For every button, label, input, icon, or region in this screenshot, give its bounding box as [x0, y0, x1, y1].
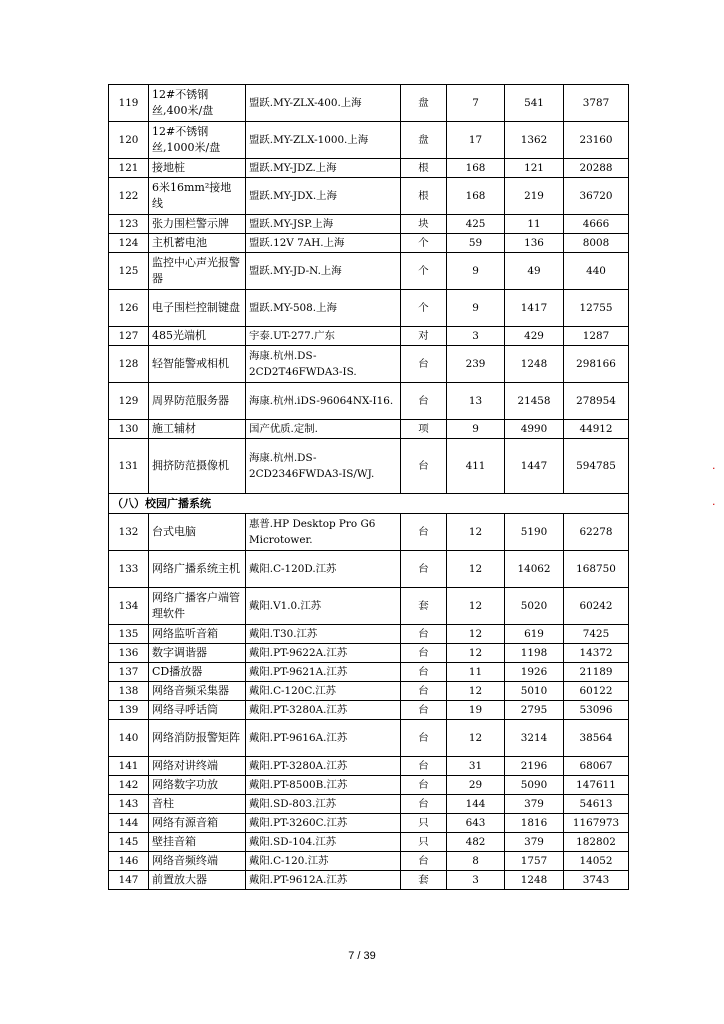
item-quantity: 12 — [447, 625, 505, 644]
item-quantity: 12 — [447, 588, 505, 625]
item-unit-price: 379 — [505, 795, 564, 814]
item-unit: 台 — [401, 682, 447, 701]
item-unit: 只 — [401, 814, 447, 833]
item-name: 接地桩 — [149, 159, 246, 178]
row-number: 120 — [109, 122, 149, 159]
item-unit: 盘 — [401, 85, 447, 122]
equipment-table — [108, 84, 629, 890]
item-name: CD播放器 — [149, 663, 246, 682]
row-number: 121 — [109, 159, 149, 178]
item-unit: 台 — [401, 625, 447, 644]
item-name: 网络监听音箱 — [149, 625, 246, 644]
item-unit-price: 429 — [505, 327, 564, 346]
item-name: 台式电脑 — [149, 514, 246, 551]
item-unit-price: 1757 — [505, 852, 564, 871]
item-brand-model: 戴阳.T30.江苏 — [246, 625, 401, 644]
item-total: 1287 — [564, 327, 629, 346]
item-quantity: 144 — [447, 795, 505, 814]
item-quantity: 168 — [447, 178, 505, 215]
item-unit: 台 — [401, 439, 447, 494]
item-quantity: 239 — [447, 346, 505, 383]
item-total: 147611 — [564, 776, 629, 795]
item-name: 网络消防报警矩阵 — [149, 720, 246, 757]
item-name: 网络音频采集器 — [149, 682, 246, 701]
item-unit: 块 — [401, 215, 447, 234]
row-number: 142 — [109, 776, 149, 795]
item-name: 485光端机 — [149, 327, 246, 346]
item-total: 68067 — [564, 757, 629, 776]
item-name: 网络音频终端 — [149, 852, 246, 871]
item-name: 电子围栏控制键盘 — [149, 290, 246, 327]
item-quantity: 11 — [447, 663, 505, 682]
item-unit-price: 619 — [505, 625, 564, 644]
item-total: 62278 — [564, 514, 629, 551]
item-quantity: 9 — [447, 253, 505, 290]
margin-mark: · — [712, 498, 716, 511]
item-quantity: 19 — [447, 701, 505, 720]
item-unit-price: 5090 — [505, 776, 564, 795]
table-row — [109, 215, 629, 234]
item-quantity: 29 — [447, 776, 505, 795]
row-number: 126 — [109, 290, 149, 327]
item-unit: 台 — [401, 701, 447, 720]
item-unit: 根 — [401, 159, 447, 178]
item-name: 监控中心声光报警器 — [149, 253, 246, 290]
item-total: 44912 — [564, 420, 629, 439]
item-unit-price: 11 — [505, 215, 564, 234]
item-total: 3787 — [564, 85, 629, 122]
item-total: 440 — [564, 253, 629, 290]
item-name: 施工辅材 — [149, 420, 246, 439]
item-brand-model: 戴阳.PT-9622A.江苏 — [246, 644, 401, 663]
item-unit: 套 — [401, 871, 447, 890]
row-number: 122 — [109, 178, 149, 215]
item-name: 12#不锈钢丝,400米/盘 — [149, 85, 246, 122]
table-row — [109, 327, 629, 346]
row-number: 127 — [109, 327, 149, 346]
item-unit: 台 — [401, 383, 447, 420]
item-brand-model: 戴阳.C-120D.江苏 — [246, 551, 401, 588]
item-brand-model: 盟跃.MY-508.上海 — [246, 290, 401, 327]
table-row — [109, 682, 629, 701]
item-unit-price: 136 — [505, 234, 564, 253]
item-name: 壁挂音箱 — [149, 833, 246, 852]
item-quantity: 9 — [447, 290, 505, 327]
row-number: 119 — [109, 85, 149, 122]
item-brand-model: 戴阳.SD-104.江苏 — [246, 833, 401, 852]
table-row — [109, 178, 629, 215]
item-total: 182802 — [564, 833, 629, 852]
item-unit-price: 5020 — [505, 588, 564, 625]
item-unit-price: 1447 — [505, 439, 564, 494]
item-quantity: 425 — [447, 215, 505, 234]
item-total: 23160 — [564, 122, 629, 159]
item-unit: 台 — [401, 551, 447, 588]
item-quantity: 168 — [447, 159, 505, 178]
item-unit-price: 1248 — [505, 871, 564, 890]
item-brand-model: 戴阳.SD-803.江苏 — [246, 795, 401, 814]
item-brand-model: 国产优质.定制. — [246, 420, 401, 439]
row-number: 147 — [109, 871, 149, 890]
item-brand-model: 戴阳.PT-9612A.江苏 — [246, 871, 401, 890]
item-unit: 台 — [401, 795, 447, 814]
item-name: 网络有源音箱 — [149, 814, 246, 833]
table-row — [109, 551, 629, 588]
item-total: 168750 — [564, 551, 629, 588]
row-number: 131 — [109, 439, 149, 494]
item-quantity: 12 — [447, 514, 505, 551]
item-quantity: 9 — [447, 420, 505, 439]
item-unit: 台 — [401, 663, 447, 682]
item-brand-model: 戴阳.PT-3280A.江苏 — [246, 701, 401, 720]
item-total: 60242 — [564, 588, 629, 625]
row-number: 138 — [109, 682, 149, 701]
item-total: 12755 — [564, 290, 629, 327]
item-unit: 对 — [401, 327, 447, 346]
item-quantity: 12 — [447, 551, 505, 588]
table-row — [109, 85, 629, 122]
item-name: 12#不锈钢丝,1000米/盘 — [149, 122, 246, 159]
item-name: 数字调谐器 — [149, 644, 246, 663]
table-row — [109, 701, 629, 720]
item-quantity: 7 — [447, 85, 505, 122]
margin-mark: · — [712, 462, 716, 475]
item-unit: 个 — [401, 253, 447, 290]
item-unit-price: 379 — [505, 833, 564, 852]
item-unit-price: 1198 — [505, 644, 564, 663]
item-brand-model: 盟跃.MY-JDZ.上海 — [246, 159, 401, 178]
item-brand-model: 海康.杭州.iDS-96064NX-I16. — [246, 383, 401, 420]
item-unit-price: 541 — [505, 85, 564, 122]
row-number: 132 — [109, 514, 149, 551]
table-row — [109, 814, 629, 833]
item-total: 38564 — [564, 720, 629, 757]
table-row — [109, 833, 629, 852]
item-total: 14372 — [564, 644, 629, 663]
item-total: 278954 — [564, 383, 629, 420]
item-name: 音柱 — [149, 795, 246, 814]
item-unit: 项 — [401, 420, 447, 439]
item-unit-price: 219 — [505, 178, 564, 215]
item-brand-model: 盟跃.MY-JSP.上海 — [246, 215, 401, 234]
item-total: 53096 — [564, 701, 629, 720]
item-brand-model: 盟跃.MY-ZLX-400.上海 — [246, 85, 401, 122]
item-unit: 套 — [401, 588, 447, 625]
table-row — [109, 253, 629, 290]
table-row — [109, 346, 629, 383]
item-unit: 台 — [401, 644, 447, 663]
item-quantity: 3 — [447, 327, 505, 346]
item-unit-price: 1417 — [505, 290, 564, 327]
row-number: 137 — [109, 663, 149, 682]
item-unit: 个 — [401, 234, 447, 253]
item-brand-model: 戴阳.PT-3280A.江苏 — [246, 757, 401, 776]
table-row — [109, 439, 629, 494]
table-row — [109, 159, 629, 178]
item-unit-price: 2196 — [505, 757, 564, 776]
item-unit-price: 21458 — [505, 383, 564, 420]
item-unit: 台 — [401, 776, 447, 795]
table-row — [109, 871, 629, 890]
item-unit-price: 1362 — [505, 122, 564, 159]
table-row — [109, 625, 629, 644]
row-number: 125 — [109, 253, 149, 290]
item-name: 拥挤防范摄像机 — [149, 439, 246, 494]
table-row — [109, 234, 629, 253]
table-row — [109, 663, 629, 682]
item-quantity: 12 — [447, 644, 505, 663]
item-quantity: 12 — [447, 682, 505, 701]
row-number: 130 — [109, 420, 149, 439]
item-total: 21189 — [564, 663, 629, 682]
table-row — [109, 122, 629, 159]
item-unit-price: 49 — [505, 253, 564, 290]
item-unit: 台 — [401, 852, 447, 871]
item-brand-model: 戴阳.C-120C.江苏 — [246, 682, 401, 701]
row-number: 145 — [109, 833, 149, 852]
item-name: 网络广播客户端管理软件 — [149, 588, 246, 625]
item-name: 网络广播系统主机 — [149, 551, 246, 588]
row-number: 143 — [109, 795, 149, 814]
item-total: 594785 — [564, 439, 629, 494]
item-unit: 根 — [401, 178, 447, 215]
item-quantity: 643 — [447, 814, 505, 833]
row-number: 139 — [109, 701, 149, 720]
item-unit-price: 4990 — [505, 420, 564, 439]
row-number: 124 — [109, 234, 149, 253]
item-name: 轻智能警戒相机 — [149, 346, 246, 383]
item-unit-price: 2795 — [505, 701, 564, 720]
table-row — [109, 383, 629, 420]
row-number: 140 — [109, 720, 149, 757]
item-brand-model: 盟跃.MY-JDX.上海 — [246, 178, 401, 215]
table-row — [109, 420, 629, 439]
item-unit-price: 3214 — [505, 720, 564, 757]
item-brand-model: 盟跃.12V 7AH.上海 — [246, 234, 401, 253]
item-quantity: 13 — [447, 383, 505, 420]
row-number: 144 — [109, 814, 149, 833]
table-row — [109, 290, 629, 327]
item-brand-model: 海康.杭州.DS-2CD2346FWDA3-IS/WJ. — [246, 439, 401, 494]
item-brand-model: 戴阳.PT-3260C.江苏 — [246, 814, 401, 833]
item-quantity: 411 — [447, 439, 505, 494]
row-number: 135 — [109, 625, 149, 644]
item-name: 周界防范服务器 — [149, 383, 246, 420]
item-brand-model: 戴阳.C-120.江苏 — [246, 852, 401, 871]
item-brand-model: 戴阳.PT-8500B.江苏 — [246, 776, 401, 795]
item-unit: 台 — [401, 514, 447, 551]
item-quantity: 17 — [447, 122, 505, 159]
item-name: 网络对讲终端 — [149, 757, 246, 776]
table-row — [109, 795, 629, 814]
item-unit: 台 — [401, 346, 447, 383]
item-quantity: 3 — [447, 871, 505, 890]
table-row — [109, 757, 629, 776]
item-unit-price: 5010 — [505, 682, 564, 701]
item-brand-model: 戴阳.V1.0.江苏 — [246, 588, 401, 625]
item-name: 张力围栏警示牌 — [149, 215, 246, 234]
item-total: 20288 — [564, 159, 629, 178]
item-brand-model: 盟跃.MY-ZLX-1000.上海 — [246, 122, 401, 159]
item-unit-price: 1816 — [505, 814, 564, 833]
item-unit: 台 — [401, 720, 447, 757]
item-name: 前置放大器 — [149, 871, 246, 890]
item-total: 4666 — [564, 215, 629, 234]
item-unit-price: 1926 — [505, 663, 564, 682]
row-number: 133 — [109, 551, 149, 588]
item-unit-price: 121 — [505, 159, 564, 178]
row-number: 134 — [109, 588, 149, 625]
section-title: （八）校园广播系统 — [109, 494, 629, 514]
item-unit: 只 — [401, 833, 447, 852]
table-row — [109, 514, 629, 551]
item-quantity: 31 — [447, 757, 505, 776]
item-quantity: 12 — [447, 720, 505, 757]
item-unit: 台 — [401, 757, 447, 776]
item-total: 1167973 — [564, 814, 629, 833]
item-total: 36720 — [564, 178, 629, 215]
row-number: 128 — [109, 346, 149, 383]
item-brand-model: 惠普.HP Desktop Pro G6 Microtower. — [246, 514, 401, 551]
table-row — [109, 776, 629, 795]
row-number: 123 — [109, 215, 149, 234]
item-total: 60122 — [564, 682, 629, 701]
item-brand-model: 戴阳.PT-9621A.江苏 — [246, 663, 401, 682]
item-quantity: 59 — [447, 234, 505, 253]
item-unit-price: 5190 — [505, 514, 564, 551]
item-brand-model: 宇泰.UT-277.广东 — [246, 327, 401, 346]
item-name: 网络寻呼话筒 — [149, 701, 246, 720]
item-quantity: 482 — [447, 833, 505, 852]
item-total: 14052 — [564, 852, 629, 871]
section-header-row — [109, 494, 629, 514]
row-number: 129 — [109, 383, 149, 420]
item-brand-model: 戴阳.PT-9616A.江苏 — [246, 720, 401, 757]
item-total: 7425 — [564, 625, 629, 644]
item-brand-model: 盟跃.MY-JD-N.上海 — [246, 253, 401, 290]
table-row — [109, 588, 629, 625]
item-brand-model: 海康.杭州.DS-2CD2T46FWDA3-IS. — [246, 346, 401, 383]
table-row — [109, 720, 629, 757]
table-row — [109, 852, 629, 871]
item-total: 54613 — [564, 795, 629, 814]
row-number: 146 — [109, 852, 149, 871]
item-unit: 个 — [401, 290, 447, 327]
row-number: 136 — [109, 644, 149, 663]
item-unit-price: 14062 — [505, 551, 564, 588]
item-unit-price: 1248 — [505, 346, 564, 383]
item-total: 3743 — [564, 871, 629, 890]
row-number: 141 — [109, 757, 149, 776]
item-unit: 盘 — [401, 122, 447, 159]
table-row — [109, 644, 629, 663]
item-total: 8008 — [564, 234, 629, 253]
item-total: 298166 — [564, 346, 629, 383]
item-name: 6米16mm²接地线 — [149, 178, 246, 215]
page-number: 7 / 39 — [348, 950, 376, 962]
item-name: 网络数字功放 — [149, 776, 246, 795]
item-quantity: 8 — [447, 852, 505, 871]
item-name: 主机蓄电池 — [149, 234, 246, 253]
